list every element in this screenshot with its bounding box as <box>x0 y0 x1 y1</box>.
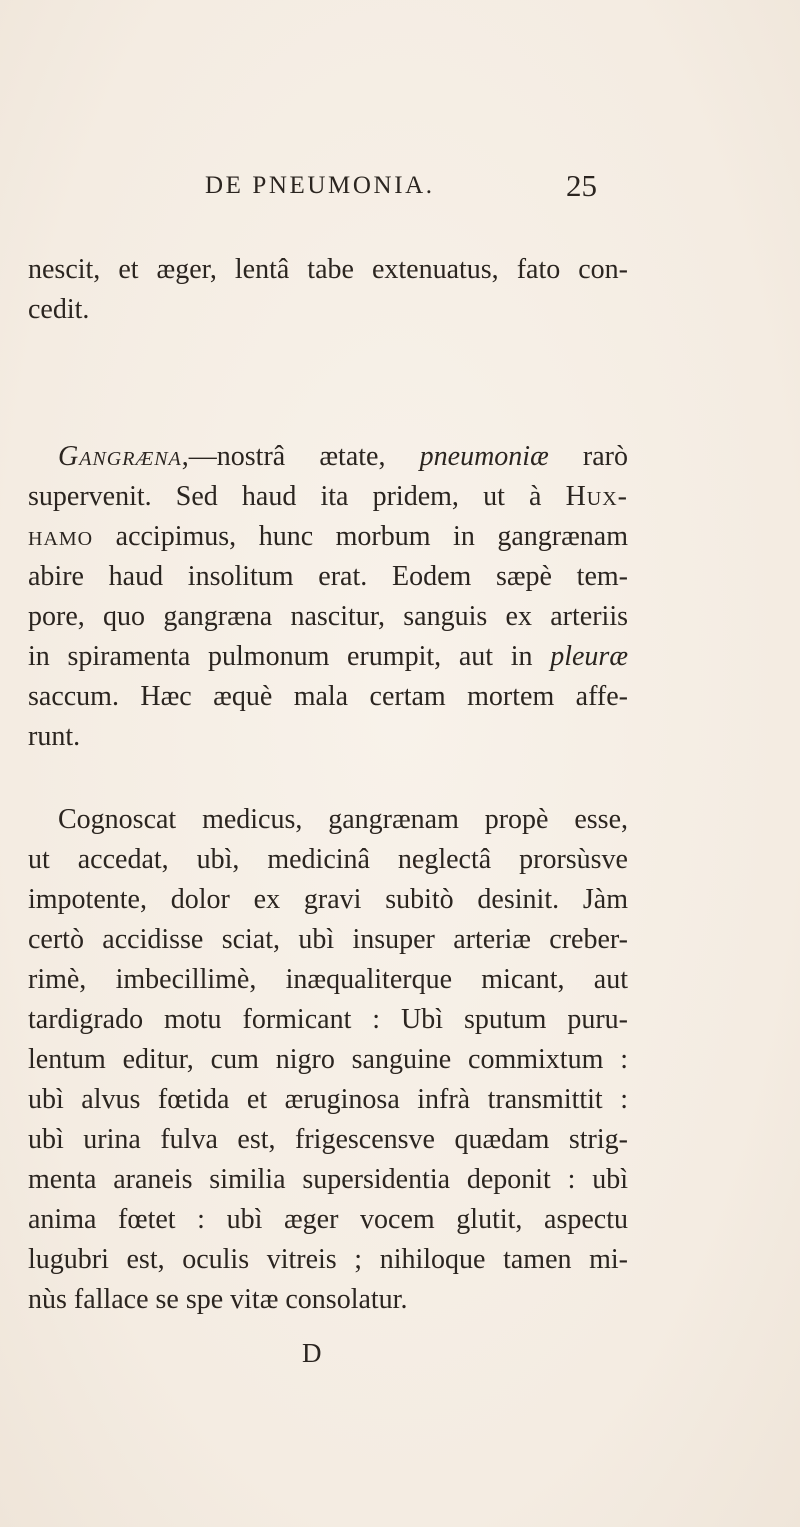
text-line <box>28 1240 628 1280</box>
text-line <box>28 1120 628 1160</box>
text-line <box>28 960 628 1000</box>
styled-span: Hux- <box>565 481 628 512</box>
text-line <box>28 517 628 557</box>
text-line <box>28 677 628 717</box>
text-span: supervenit. Sed haud ita pridem, ut à <box>28 481 566 512</box>
text-line <box>28 840 628 880</box>
text-span: saccum. Hæc æquè mala certam mortem affe- <box>28 681 628 712</box>
text-line <box>28 1080 628 1120</box>
text-span: cedit. <box>28 294 90 325</box>
text-span: nescit, et æger, lentâ tabe extenuatus, fato con- <box>28 254 628 285</box>
text-line <box>28 290 628 330</box>
running-head-title: DE PNEUMONIA. <box>205 172 435 199</box>
text-span: ut accedat, ubì, medicinâ neglectâ prorsùsve <box>28 844 628 875</box>
text-span: nùs fallace se spe vitæ consolatur. <box>28 1284 408 1315</box>
text-span: rimè, imbecillimè, inæqualiterque micant, aut <box>28 964 628 995</box>
text-span: menta araneis similia supersidentia deponit : ubì <box>28 1164 628 1195</box>
paragraph-1 <box>28 250 628 330</box>
text-span: abire haud insolitum erat. Eodem sæpè tem- <box>28 561 628 592</box>
styled-span: hamo <box>28 521 94 552</box>
text-span: ubì urina fulva est, frigescensve quædam strig- <box>28 1124 628 1155</box>
page-number: 25 <box>566 168 597 203</box>
text-span: in spiramenta pulmonum erumpit, aut in <box>28 641 551 672</box>
text-line <box>28 1160 628 1200</box>
text-span: ubì alvus fœtida et æruginosa infrà transmittit : <box>28 1084 628 1115</box>
text-line <box>28 250 628 290</box>
styled-span: pleuræ <box>550 641 628 672</box>
text-span: rarò <box>548 441 628 472</box>
text-line <box>28 1040 628 1080</box>
text-span: anima fœtet : ubì æger vocem glutit, aspectu <box>28 1204 628 1235</box>
text-line <box>28 597 628 637</box>
text-line <box>28 880 628 920</box>
text-span: lugubri est, oculis vitreis ; nihiloque tamen mi- <box>28 1244 628 1275</box>
text-span: ,—nostrâ ætate, <box>181 441 420 472</box>
text-span: accipimus, hunc morbum in gangrænam <box>93 521 628 552</box>
text-line <box>28 557 628 597</box>
text-span: pore, quo gangræna nascitur, sanguis ex arteriis <box>28 601 628 632</box>
text-line <box>28 1000 628 1040</box>
signature-mark: D <box>302 1338 322 1368</box>
styled-span: pneumoniæ <box>419 441 549 472</box>
text-span: certò accidisse sciat, ubì insuper arteriæ creber- <box>28 924 628 955</box>
text-line <box>28 800 628 840</box>
text-span: Cognoscat medicus, gangrænam propè esse, <box>58 804 628 835</box>
text-line <box>28 1200 628 1240</box>
text-line <box>28 920 628 960</box>
text-line <box>28 477 628 517</box>
text-span: tardigrado motu formicant : Ubì sputum puru- <box>28 1004 628 1035</box>
text-span: impotente, dolor ex gravi subitò desinit. Jàm <box>28 884 628 915</box>
paragraph-gangraena <box>28 437 628 757</box>
text-span: lentum editur, cum nigro sanguine commixtum : <box>28 1044 628 1075</box>
text-line <box>28 1280 628 1320</box>
text-line <box>28 437 628 477</box>
paragraph-cognoscat <box>28 800 628 1320</box>
styled-span: Gangræna <box>58 441 182 472</box>
text-line <box>28 717 628 757</box>
text-line <box>28 637 628 677</box>
text-span: runt. <box>28 721 81 752</box>
running-head <box>0 168 800 208</box>
